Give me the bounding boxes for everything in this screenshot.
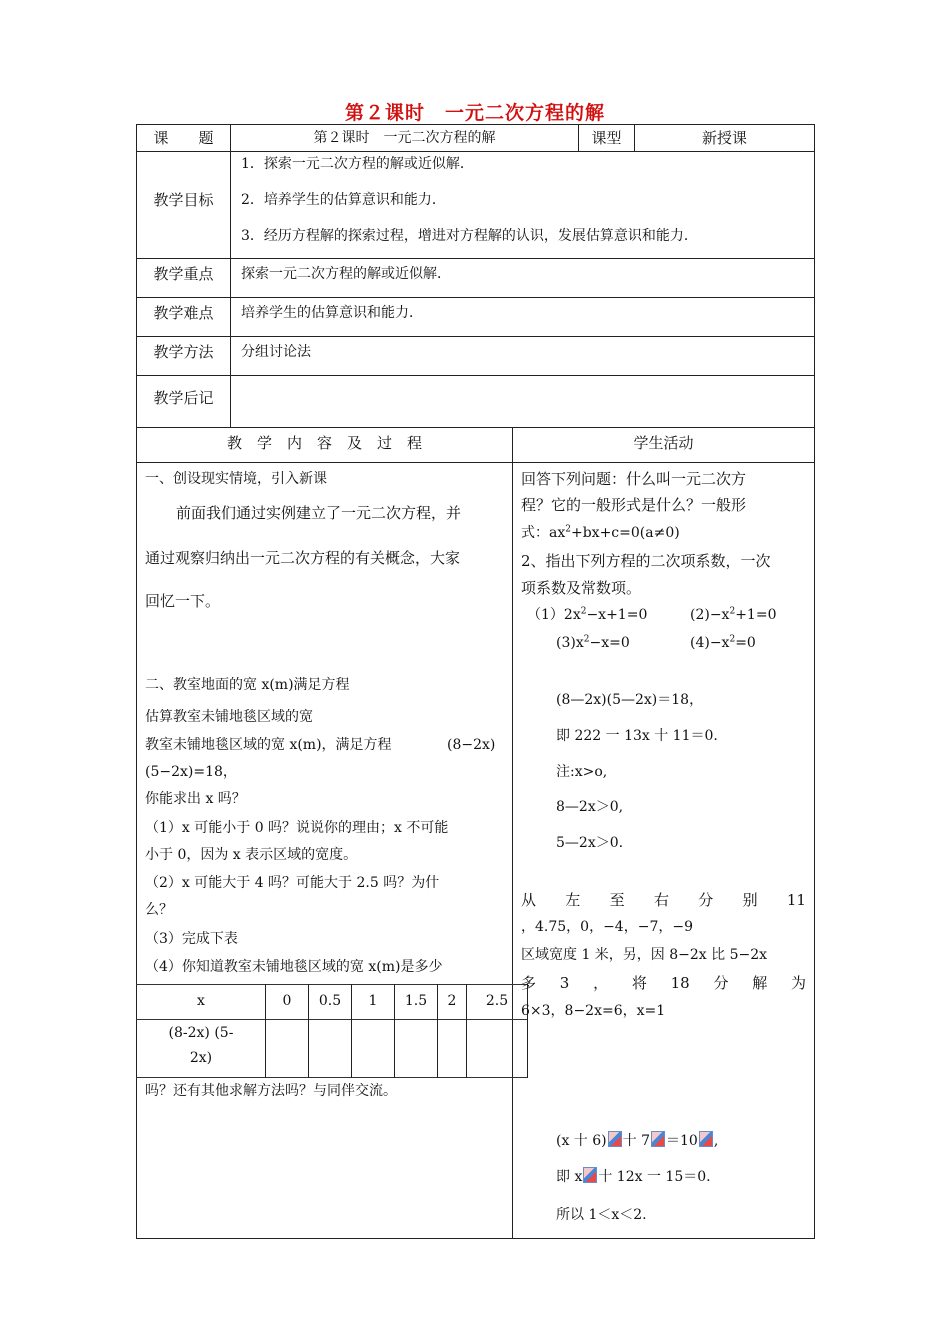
objective-item: 2．培养学生的估算意识和能力． <box>241 192 446 208</box>
topic-label: 课 题 <box>153 129 214 147</box>
method-label: 教学方法 <box>153 343 214 361</box>
activity-line: 项系数及常数项。 <box>521 579 642 597</box>
section1-paragraph: 前面我们通过实例建立了一元二次方程，并 <box>176 504 462 522</box>
method-value: 分组讨论法 <box>241 344 311 360</box>
equation: $(1)2x^2-x+1=0$ <box>527 606 648 623</box>
activity-line: 程？它的一般形式是什么？一般形 <box>521 496 747 514</box>
solution-line: 5—2x＞0. <box>556 835 624 851</box>
section1-title: 一、创设现实情境，引入新课 <box>145 471 327 487</box>
formula-image-icon <box>583 1167 597 1183</box>
solution-line: 即 222 一 13x 十 11＝0. <box>556 728 718 744</box>
equation: $(2)-x^2+1=0$ <box>690 606 777 623</box>
page-title: 第２课时 一元二次方程的解 <box>344 102 605 124</box>
section2-line: 你能求出 x 吗？ <box>145 791 246 807</box>
activity-line: 式：$ax^2+bx+c=0(a\ne 0)$ <box>521 524 680 541</box>
table-header-cell: 1.5 <box>404 993 428 1009</box>
type-value: 新授课 <box>701 129 747 147</box>
equation: $(4)-x^2=0$ <box>690 634 756 651</box>
result-line: 6×3，8−2x=6，x=1 <box>521 1003 666 1019</box>
table-header-cell: 0.5 <box>318 993 342 1009</box>
result-line: 多 3 ， 将 18 分 解 为 <box>521 974 806 992</box>
objectives-label: 教学目标 <box>153 191 214 209</box>
solution-line: (8—2x)(5—2x)＝18， <box>556 692 704 708</box>
result-line: 区域宽度 1 米，另，因 8−2x 比 5−2x <box>521 947 768 963</box>
activity-line: 2、指出下列方程的二次项系数，一次 <box>521 552 771 570</box>
equation-line: (x 十 6) 十 7 ＝10 , <box>556 1133 719 1149</box>
question-4: （4）你知道教室未铺地毯区域的宽 x(m)是多少 <box>145 959 443 975</box>
result-line: ，4.75，0，−4，−7，−9 <box>521 919 693 935</box>
question-2: （2）x 可能大于 4 吗？可能大于 2.5 吗？为什 <box>145 875 440 891</box>
process-header: 教 学 内 容 及 过 程 <box>226 434 422 452</box>
equation: $(3)x^2-x=0$ <box>556 634 630 651</box>
question-4-cont: 吗？还有其他求解方法吗？与同伴交流。 <box>145 1083 397 1099</box>
difficulty-label: 教学难点 <box>153 304 214 322</box>
activity-header: 学生活动 <box>633 434 694 452</box>
difficulty-value: 培养学生的估算意识和能力． <box>241 305 423 321</box>
table-row-label: 2x) <box>189 1050 213 1066</box>
key-point-label: 教学重点 <box>153 265 214 283</box>
table-header-cell: 2.5 <box>485 993 509 1009</box>
section2-line: (5−2x)=18， <box>145 764 237 780</box>
type-label: 课型 <box>591 129 622 147</box>
section1-paragraph: 回忆一下。 <box>145 592 221 610</box>
equation-line: 即 x 十 12x 一 15＝0. <box>556 1169 711 1185</box>
section2-line: 估算教室未铺地毯区域的宽 <box>145 709 313 725</box>
objective-item: 3．经历方程解的探索过程，增进对方程解的认识，发展估算意识和能力． <box>241 228 698 244</box>
objective-item: 1．探索一元二次方程的解或近似解． <box>241 156 474 172</box>
activity-line: 回答下列问题：什么叫一元二次方 <box>521 470 747 488</box>
section2-line: 教室未铺地毯区域的宽 x(m)，满足方程 <box>145 737 392 753</box>
key-point-value: 探索一元二次方程的解或近似解． <box>241 266 451 282</box>
table-header-cell: 1 <box>368 993 378 1009</box>
formula-image-icon <box>699 1131 713 1147</box>
formula-image-icon <box>608 1131 622 1147</box>
section2-line: (8−2x) <box>447 737 496 753</box>
section2-title: 二、教室地面的宽 x(m)满足方程 <box>145 677 350 693</box>
table-header-cell: 0 <box>282 993 292 1009</box>
question-3: （3）完成下表 <box>145 931 238 947</box>
result-line: 从 左 至 右 分 别 11 <box>521 891 806 909</box>
table-header-cell: x <box>197 993 205 1009</box>
table-row-label: (8-2x) (5- <box>168 1025 234 1041</box>
reflection-label: 教学后记 <box>153 389 214 407</box>
solution-line: 8—2x＞0, <box>556 799 624 815</box>
equation-line: 所以 1＜x＜2. <box>556 1207 647 1223</box>
question-1: （1）x 可能小于 0 吗？说说你的理由；x 不可能 <box>145 820 449 836</box>
section1-paragraph: 通过观察归纳出一元二次方程的有关概念，大家 <box>145 549 461 567</box>
formula-image-icon <box>651 1131 665 1147</box>
solution-line: 注:x>o, <box>556 764 608 780</box>
table-header-cell: 2 <box>447 993 457 1009</box>
question-1: 小于 0，因为 x 表示区域的宽度。 <box>145 847 358 863</box>
question-2: 么？ <box>145 902 173 918</box>
topic-value: 第２课时 一元二次方程的解 <box>313 130 496 146</box>
